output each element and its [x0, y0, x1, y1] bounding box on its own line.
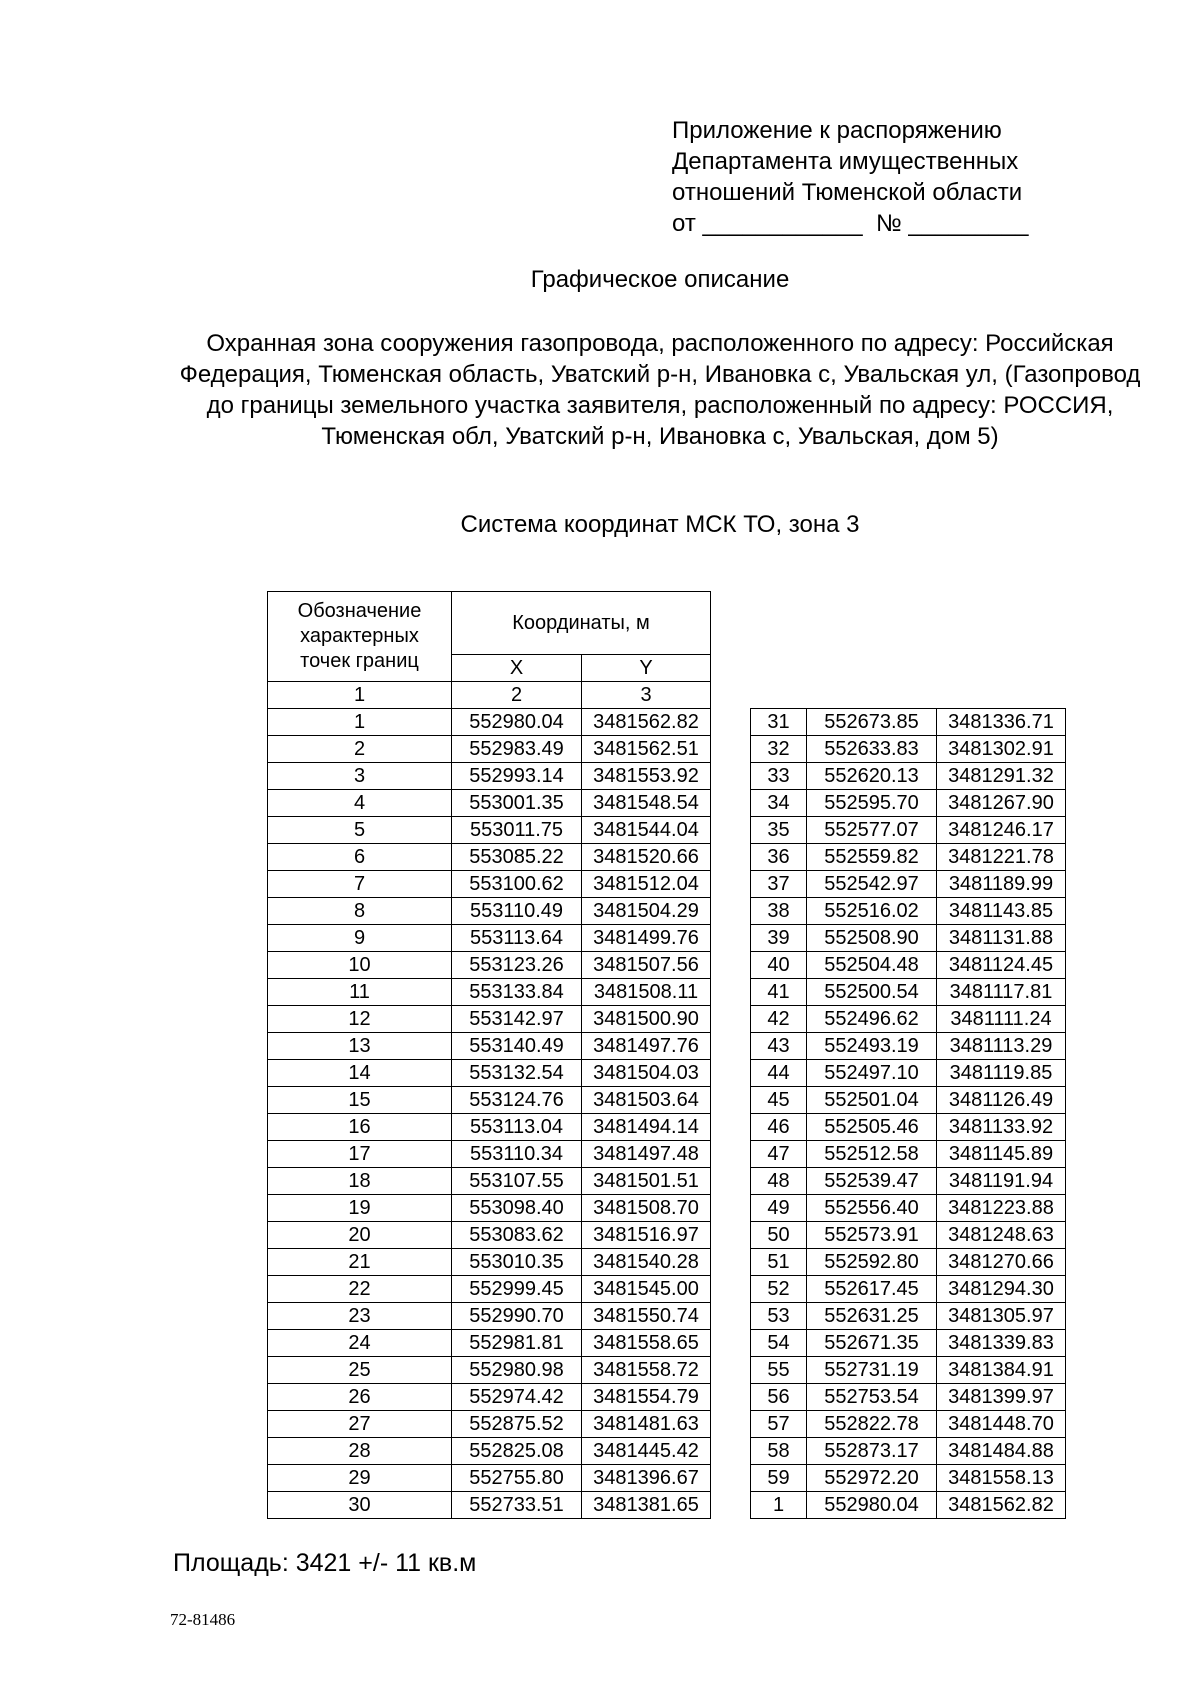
x-coordinate-cell: 553085.22: [452, 844, 582, 871]
y-coordinate-cell: 3481131.88: [937, 925, 1066, 952]
column-numbers-row: [268, 682, 711, 709]
x-coordinate-cell: 553011.75: [452, 817, 582, 844]
x-coordinate-cell: 552620.13: [807, 763, 937, 790]
table-row: [751, 1303, 1066, 1330]
y-coordinate-cell: 3481189.99: [937, 871, 1066, 898]
point-number-cell: 26: [268, 1384, 452, 1411]
y-coordinate-cell: 3481481.63: [582, 1411, 711, 1438]
x-coordinate-cell: 552633.83: [807, 736, 937, 763]
table-row: [268, 1141, 711, 1168]
x-coordinate-cell: 552556.40: [807, 1195, 937, 1222]
x-header: X: [452, 655, 582, 682]
table-row: [751, 871, 1066, 898]
table-row: [751, 1060, 1066, 1087]
point-number-cell: 35: [751, 817, 807, 844]
x-coordinate-cell: 552539.47: [807, 1168, 937, 1195]
x-coordinate-cell: 552512.58: [807, 1141, 937, 1168]
table-row: [268, 763, 711, 790]
y-coordinate-cell: 3481484.88: [937, 1438, 1066, 1465]
point-number-cell: 48: [751, 1168, 807, 1195]
y-coordinate-cell: 3481336.71: [937, 709, 1066, 736]
point-number-cell: 11: [268, 979, 452, 1006]
table-row: [268, 1438, 711, 1465]
x-coordinate-cell: 552501.04: [807, 1087, 937, 1114]
y-coordinate-cell: 3481545.00: [582, 1276, 711, 1303]
x-coordinate-cell: 553132.54: [452, 1060, 582, 1087]
x-coordinate-cell: 552500.54: [807, 979, 937, 1006]
document-title: Графическое описание: [530, 266, 790, 293]
y-coordinate-cell: 3481499.76: [582, 925, 711, 952]
table-row: [751, 925, 1066, 952]
table-row: [268, 1033, 711, 1060]
table-row: [268, 817, 711, 844]
y-coordinate-cell: 3481540.28: [582, 1249, 711, 1276]
table-row: [751, 763, 1066, 790]
point-number-cell: 17: [268, 1141, 452, 1168]
x-coordinate-cell: 552972.20: [807, 1465, 937, 1492]
table-row: [268, 1384, 711, 1411]
table-row: [751, 1384, 1066, 1411]
point-number-cell: 58: [751, 1438, 807, 1465]
table-row: [751, 736, 1066, 763]
x-coordinate-cell: 552981.81: [452, 1330, 582, 1357]
y-coordinate-cell: 3481504.29: [582, 898, 711, 925]
table-row: [268, 1330, 711, 1357]
point-number-cell: 8: [268, 898, 452, 925]
point-number-cell: 7: [268, 871, 452, 898]
x-coordinate-cell: 553083.62: [452, 1222, 582, 1249]
x-coordinate-cell: 553107.55: [452, 1168, 582, 1195]
y-coordinate-cell: 3481381.65: [582, 1492, 711, 1519]
point-number-cell: 9: [268, 925, 452, 952]
x-coordinate-cell: 552980.04: [807, 1492, 937, 1519]
table-row: [751, 1492, 1066, 1519]
y-coordinate-cell: 3481500.90: [582, 1006, 711, 1033]
x-coordinate-cell: 552496.62: [807, 1006, 937, 1033]
y-coordinate-cell: 3481117.81: [937, 979, 1066, 1006]
table-row: [268, 1492, 711, 1519]
y-coordinate-cell: 3481507.56: [582, 952, 711, 979]
point-number-cell: 46: [751, 1114, 807, 1141]
x-coordinate-cell: 553140.49: [452, 1033, 582, 1060]
table-row: [268, 1276, 711, 1303]
y-coordinate-cell: 3481516.97: [582, 1222, 711, 1249]
y-coordinate-cell: 3481520.66: [582, 844, 711, 871]
table-row: [268, 1357, 711, 1384]
point-number-cell: 49: [751, 1195, 807, 1222]
y-coordinate-cell: 3481503.64: [582, 1087, 711, 1114]
x-coordinate-cell: 553001.35: [452, 790, 582, 817]
y-coordinate-cell: 3481339.83: [937, 1330, 1066, 1357]
x-coordinate-cell: 552673.85: [807, 709, 937, 736]
table-row: [268, 1303, 711, 1330]
point-number-cell: 14: [268, 1060, 452, 1087]
point-number-cell: 33: [751, 763, 807, 790]
table-row: [751, 1141, 1066, 1168]
table-row: [268, 898, 711, 925]
x-coordinate-cell: 552595.70: [807, 790, 937, 817]
x-coordinate-cell: 553113.04: [452, 1114, 582, 1141]
x-coordinate-cell: 552980.04: [452, 709, 582, 736]
y-coordinate-cell: 3481223.88: [937, 1195, 1066, 1222]
table-row: [268, 1006, 711, 1033]
table-row: [751, 952, 1066, 979]
y-coordinate-cell: 3481145.89: [937, 1141, 1066, 1168]
table-row: [751, 1438, 1066, 1465]
x-coordinate-cell: 552753.54: [807, 1384, 937, 1411]
table-row: [268, 1114, 711, 1141]
zone-description: Охранная зона сооружения газопровода, расположенного по адресу: Российская Федерация, Тюменская область, Уватский р-н, Ивановка с, Увальская ул, (Газопровод до границы земельного участка заявителя, расположенный по адресу: РОССИЯ, Тюменская обл, Уватский р-н, Ивановка с, Увальская, дом 5): [179, 330, 1141, 450]
table-row: [751, 1330, 1066, 1357]
y-coordinate-cell: 3481562.51: [582, 736, 711, 763]
table-row: [751, 844, 1066, 871]
y-coordinate-cell: 3481248.63: [937, 1222, 1066, 1249]
point-number-cell: 16: [268, 1114, 452, 1141]
point-number-cell: 54: [751, 1330, 807, 1357]
y-coordinate-cell: 3481562.82: [937, 1492, 1066, 1519]
point-number-cell: 45: [751, 1087, 807, 1114]
point-number-cell: 43: [751, 1033, 807, 1060]
y-coordinate-cell: 3481133.92: [937, 1114, 1066, 1141]
point-number-cell: 38: [751, 898, 807, 925]
y-coordinate-cell: 3481562.82: [582, 709, 711, 736]
table-row: [268, 1168, 711, 1195]
point-number-cell: 56: [751, 1384, 807, 1411]
point-number-cell: 31: [751, 709, 807, 736]
y-coordinate-cell: 3481246.17: [937, 817, 1066, 844]
x-coordinate-cell: 552617.45: [807, 1276, 937, 1303]
point-number-cell: 55: [751, 1357, 807, 1384]
y-coordinate-cell: 3481270.66: [937, 1249, 1066, 1276]
x-coordinate-cell: 553133.84: [452, 979, 582, 1006]
x-coordinate-cell: 552999.45: [452, 1276, 582, 1303]
x-coordinate-cell: 552592.80: [807, 1249, 937, 1276]
table-row: [268, 1195, 711, 1222]
table-row: [751, 817, 1066, 844]
y-coordinate-cell: 3481396.67: [582, 1465, 711, 1492]
x-coordinate-cell: 552980.98: [452, 1357, 582, 1384]
x-coordinate-cell: 553098.40: [452, 1195, 582, 1222]
x-coordinate-cell: 552631.25: [807, 1303, 937, 1330]
point-number-cell: 37: [751, 871, 807, 898]
point-number-cell: 51: [751, 1249, 807, 1276]
y-coordinate-cell: 3481191.94: [937, 1168, 1066, 1195]
point-number-cell: 3: [268, 763, 452, 790]
point-number-cell: 22: [268, 1276, 452, 1303]
point-number-cell: 15: [268, 1087, 452, 1114]
y-coordinate-cell: 3481558.72: [582, 1357, 711, 1384]
y-coordinate-cell: 3481267.90: [937, 790, 1066, 817]
table-row: [751, 979, 1066, 1006]
x-coordinate-cell: 553142.97: [452, 1006, 582, 1033]
table-row: [268, 844, 711, 871]
point-number-cell: 1: [268, 709, 452, 736]
table-row: [268, 1411, 711, 1438]
y-coordinate-cell: 3481113.29: [937, 1033, 1066, 1060]
y-coordinate-cell: 3481508.70: [582, 1195, 711, 1222]
y-coordinate-cell: 3481497.48: [582, 1141, 711, 1168]
table-row: [751, 1006, 1066, 1033]
x-coordinate-cell: 553100.62: [452, 871, 582, 898]
y-coordinate-cell: 3481126.49: [937, 1087, 1066, 1114]
coordinates-table-left: [267, 591, 711, 1519]
x-coordinate-cell: 552755.80: [452, 1465, 582, 1492]
x-coordinate-cell: 552990.70: [452, 1303, 582, 1330]
point-number-cell: 40: [751, 952, 807, 979]
document-header: [672, 115, 1029, 239]
point-number-cell: 30: [268, 1492, 452, 1519]
y-coordinate-cell: 3481501.51: [582, 1168, 711, 1195]
point-number-cell: 34: [751, 790, 807, 817]
point-number-cell: 29: [268, 1465, 452, 1492]
point-number-cell: 18: [268, 1168, 452, 1195]
point-number-cell: 59: [751, 1465, 807, 1492]
x-coordinate-cell: 552731.19: [807, 1357, 937, 1384]
table-row: [268, 925, 711, 952]
x-coordinate-cell: 552504.48: [807, 952, 937, 979]
point-number-cell: 21: [268, 1249, 452, 1276]
point-number-cell: 19: [268, 1195, 452, 1222]
x-coordinate-cell: 552993.14: [452, 763, 582, 790]
x-coordinate-cell: 552825.08: [452, 1438, 582, 1465]
point-number-cell: 4: [268, 790, 452, 817]
header-line: отношений Тюменской области: [672, 179, 1023, 206]
x-coordinate-cell: 552875.52: [452, 1411, 582, 1438]
table-row: [751, 1276, 1066, 1303]
point-number-cell: 2: [268, 736, 452, 763]
table-row: [268, 871, 711, 898]
x-coordinate-cell: 552974.42: [452, 1384, 582, 1411]
coordinates-header: Координаты, м: [452, 592, 711, 655]
table-row: [268, 952, 711, 979]
table-row: [751, 1357, 1066, 1384]
point-number-cell: 25: [268, 1357, 452, 1384]
point-number-cell: 32: [751, 736, 807, 763]
y-coordinate-cell: 3481504.03: [582, 1060, 711, 1087]
y-coordinate-cell: 3481558.65: [582, 1330, 711, 1357]
table-row: [268, 790, 711, 817]
point-number-cell: 6: [268, 844, 452, 871]
y-coordinate-cell: 3481221.78: [937, 844, 1066, 871]
y-coordinate-cell: 3481448.70: [937, 1411, 1066, 1438]
document-number: 72-81486: [170, 1610, 236, 1629]
x-coordinate-cell: 553113.64: [452, 925, 582, 952]
y-coordinate-cell: 3481291.32: [937, 763, 1066, 790]
table-row: [751, 1195, 1066, 1222]
x-coordinate-cell: 552508.90: [807, 925, 937, 952]
point-number-cell: 27: [268, 1411, 452, 1438]
x-coordinate-cell: 552873.17: [807, 1438, 937, 1465]
point-number-cell: 1: [751, 1492, 807, 1519]
table-row: [268, 736, 711, 763]
point-number-cell: 50: [751, 1222, 807, 1249]
point-number-cell: 52: [751, 1276, 807, 1303]
table-row: [268, 709, 711, 736]
point-number-cell: 24: [268, 1330, 452, 1357]
y-coordinate-cell: 3481305.97: [937, 1303, 1066, 1330]
coordinate-system: Система координат МСК ТО, зона 3: [460, 511, 860, 538]
y-coordinate-cell: 3481497.76: [582, 1033, 711, 1060]
table-row: [751, 790, 1066, 817]
area-text: Площадь: 3421 +/- 11 кв.м: [173, 1549, 477, 1577]
table-row: [751, 1465, 1066, 1492]
x-coordinate-cell: 552516.02: [807, 898, 937, 925]
point-number-cell: 42: [751, 1006, 807, 1033]
point-number-cell: 12: [268, 1006, 452, 1033]
x-coordinate-cell: 552559.82: [807, 844, 937, 871]
x-coordinate-cell: 553124.76: [452, 1087, 582, 1114]
y-coordinate-cell: 3481548.54: [582, 790, 711, 817]
point-number-cell: 36: [751, 844, 807, 871]
table-row: [268, 1087, 711, 1114]
y-coordinate-cell: 3481558.13: [937, 1465, 1066, 1492]
table-header-row: [268, 592, 711, 655]
point-number-cell: 20: [268, 1222, 452, 1249]
x-coordinate-cell: 552493.19: [807, 1033, 937, 1060]
x-coordinate-cell: 552822.78: [807, 1411, 937, 1438]
y-coordinate-cell: 3481111.24: [937, 1006, 1066, 1033]
x-coordinate-cell: 552577.07: [807, 817, 937, 844]
x-coordinate-cell: 552983.49: [452, 736, 582, 763]
table-row: [751, 1168, 1066, 1195]
y-coordinate-cell: 3481494.14: [582, 1114, 711, 1141]
x-coordinate-cell: 553010.35: [452, 1249, 582, 1276]
table-row: [268, 1465, 711, 1492]
x-coordinate-cell: 552573.91: [807, 1222, 937, 1249]
point-number-cell: 5: [268, 817, 452, 844]
point-number-cell: 28: [268, 1438, 452, 1465]
point-number-cell: 53: [751, 1303, 807, 1330]
column-number: 1: [268, 682, 452, 709]
column-number: 2: [452, 682, 582, 709]
table-row: [268, 1222, 711, 1249]
y-coordinate-cell: 3481508.11: [582, 979, 711, 1006]
table-row: [751, 1411, 1066, 1438]
table-row: [751, 1087, 1066, 1114]
y-header: Y: [582, 655, 711, 682]
table-row: [751, 898, 1066, 925]
point-number-cell: 10: [268, 952, 452, 979]
x-coordinate-cell: 553123.26: [452, 952, 582, 979]
table-row: [751, 1249, 1066, 1276]
y-coordinate-cell: 3481294.30: [937, 1276, 1066, 1303]
point-number-cell: 57: [751, 1411, 807, 1438]
y-coordinate-cell: 3481302.91: [937, 736, 1066, 763]
table-row: [751, 1114, 1066, 1141]
table-row: [268, 979, 711, 1006]
header-date-number-line: от ____________ № _________: [672, 210, 1029, 237]
y-coordinate-cell: 3481399.97: [937, 1384, 1066, 1411]
y-coordinate-cell: 3481445.42: [582, 1438, 711, 1465]
y-coordinate-cell: 3481544.04: [582, 817, 711, 844]
point-number-cell: 47: [751, 1141, 807, 1168]
y-coordinate-cell: 3481553.92: [582, 763, 711, 790]
point-number-cell: 44: [751, 1060, 807, 1087]
column-number: 3: [582, 682, 711, 709]
header-line: Приложение к распоряжению: [672, 117, 1002, 144]
y-coordinate-cell: 3481554.79: [582, 1384, 711, 1411]
y-coordinate-cell: 3481143.85: [937, 898, 1066, 925]
x-coordinate-cell: 552542.97: [807, 871, 937, 898]
point-number-cell: 23: [268, 1303, 452, 1330]
x-coordinate-cell: 553110.34: [452, 1141, 582, 1168]
y-coordinate-cell: 3481550.74: [582, 1303, 711, 1330]
table-row: [751, 1222, 1066, 1249]
y-coordinate-cell: 3481119.85: [937, 1060, 1066, 1087]
point-number-cell: 39: [751, 925, 807, 952]
coordinates-table-right: [750, 708, 1066, 1519]
table-row: [751, 709, 1066, 736]
point-number-cell: 41: [751, 979, 807, 1006]
y-coordinate-cell: 3481512.04: [582, 871, 711, 898]
y-coordinate-cell: 3481384.91: [937, 1357, 1066, 1384]
x-coordinate-cell: 553110.49: [452, 898, 582, 925]
header-line: Департамента имущественных: [672, 148, 1019, 175]
y-coordinate-cell: 3481124.45: [937, 952, 1066, 979]
x-coordinate-cell: 552733.51: [452, 1492, 582, 1519]
x-coordinate-cell: 552671.35: [807, 1330, 937, 1357]
x-coordinate-cell: 552497.10: [807, 1060, 937, 1087]
x-coordinate-cell: 552505.46: [807, 1114, 937, 1141]
table-row: [268, 1060, 711, 1087]
table-row: [751, 1033, 1066, 1060]
table-row: [268, 1249, 711, 1276]
point-number-cell: 13: [268, 1033, 452, 1060]
point-name-header: Обозначение характерных точек границ: [268, 592, 452, 682]
